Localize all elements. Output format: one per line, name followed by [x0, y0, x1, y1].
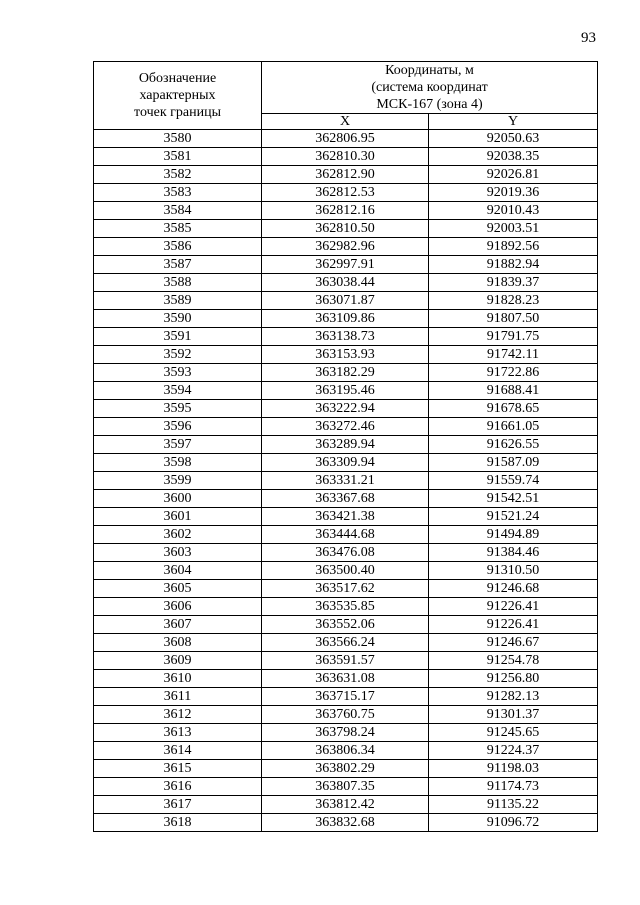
table-row: [94, 634, 598, 652]
y-coordinate-cell: 92003.51: [429, 220, 598, 238]
point-name-header-line: точек границы: [134, 105, 221, 120]
x-coordinate-cell: 362812.53: [262, 184, 429, 202]
table-row: [94, 508, 598, 526]
point-id-cell: 3591: [94, 328, 262, 346]
table-row: [94, 706, 598, 724]
y-coordinate-cell: 92010.43: [429, 202, 598, 220]
x-coordinate-cell: 363566.24: [262, 634, 429, 652]
point-id-cell: 3611: [94, 688, 262, 706]
y-coordinate-cell: 92026.81: [429, 166, 598, 184]
table-row: [94, 436, 598, 454]
table-row: [94, 580, 598, 598]
x-coordinate-cell: 363222.94: [262, 400, 429, 418]
y-coordinate-cell: 91791.75: [429, 328, 598, 346]
x-coordinate-cell: 363309.94: [262, 454, 429, 472]
table-row: [94, 652, 598, 670]
point-id-cell: 3587: [94, 256, 262, 274]
x-coordinate-cell: 363715.17: [262, 688, 429, 706]
point-id-cell: 3596: [94, 418, 262, 436]
point-id-cell: 3580: [94, 130, 262, 148]
x-coordinate-cell: 362997.91: [262, 256, 429, 274]
x-coordinate-cell: 363109.86: [262, 310, 429, 328]
x-coordinate-cell: 363812.42: [262, 796, 429, 814]
y-coordinate-cell: 91678.65: [429, 400, 598, 418]
x-coordinate-cell: 363421.38: [262, 508, 429, 526]
x-coordinate-cell: 363517.62: [262, 580, 429, 598]
point-id-cell: 3604: [94, 562, 262, 580]
table-row: [94, 472, 598, 490]
table-row: [94, 616, 598, 634]
x-coordinate-cell: 363331.21: [262, 472, 429, 490]
table-row: [94, 346, 598, 364]
point-id-cell: 3588: [94, 274, 262, 292]
point-id-cell: 3616: [94, 778, 262, 796]
point-id-cell: 3603: [94, 544, 262, 562]
y-coordinate-cell: 91226.41: [429, 616, 598, 634]
table-row: [94, 274, 598, 292]
y-coordinate-cell: 92050.63: [429, 130, 598, 148]
y-coordinate-cell: 91301.37: [429, 706, 598, 724]
point-id-cell: 3598: [94, 454, 262, 472]
y-coordinate-cell: 91254.78: [429, 652, 598, 670]
point-id-cell: 3605: [94, 580, 262, 598]
table-row: [94, 814, 598, 832]
x-coordinate-cell: 362812.16: [262, 202, 429, 220]
x-coordinate-cell: 363071.87: [262, 292, 429, 310]
table-row: [94, 454, 598, 472]
point-id-cell: 3593: [94, 364, 262, 382]
y-coordinate-cell: 91688.41: [429, 382, 598, 400]
x-coordinate-cell: 363182.29: [262, 364, 429, 382]
point-name-header-line: Обозначение: [138, 71, 217, 86]
table-row: [94, 562, 598, 580]
y-coordinate-cell: 91282.13: [429, 688, 598, 706]
y-coordinate-cell: 91807.50: [429, 310, 598, 328]
x-coordinate-cell: 363367.68: [262, 490, 429, 508]
point-id-cell: 3614: [94, 742, 262, 760]
x-coordinate-cell: 363798.24: [262, 724, 429, 742]
coordinates-header-line: (система координат: [371, 80, 488, 95]
x-coordinate-cell: 363806.34: [262, 742, 429, 760]
y-coordinate-cell: 91559.74: [429, 472, 598, 490]
page-number: 93: [581, 30, 596, 46]
y-coordinate-cell: 91096.72: [429, 814, 598, 832]
table-row: [94, 130, 598, 148]
x-coordinate-cell: 363444.68: [262, 526, 429, 544]
point-id-cell: 3615: [94, 760, 262, 778]
point-id-cell: 3594: [94, 382, 262, 400]
coordinates-header-line: МСК-167 (зона 4): [376, 97, 483, 112]
point-name-header-line: характерных: [139, 88, 216, 103]
table-row: [94, 724, 598, 742]
table-row: [94, 382, 598, 400]
y-coordinate-cell: 91198.03: [429, 760, 598, 778]
y-coordinate-cell: 91135.22: [429, 796, 598, 814]
point-id-cell: 3586: [94, 238, 262, 256]
x-column-header: X: [262, 114, 429, 130]
y-coordinate-cell: 92019.36: [429, 184, 598, 202]
point-id-cell: 3601: [94, 508, 262, 526]
x-coordinate-cell: 362810.30: [262, 148, 429, 166]
point-id-cell: 3613: [94, 724, 262, 742]
table-row: [94, 328, 598, 346]
table-row: [94, 670, 598, 688]
table-row: [94, 400, 598, 418]
y-coordinate-cell: 91494.89: [429, 526, 598, 544]
point-id-cell: 3609: [94, 652, 262, 670]
point-id-cell: 3595: [94, 400, 262, 418]
point-id-cell: 3583: [94, 184, 262, 202]
x-coordinate-cell: 362812.90: [262, 166, 429, 184]
point-id-cell: 3608: [94, 634, 262, 652]
table-row: [94, 490, 598, 508]
coordinates-table-body: [94, 130, 598, 832]
y-coordinate-cell: 91892.56: [429, 238, 598, 256]
x-coordinate-cell: 363138.73: [262, 328, 429, 346]
point-id-cell: 3597: [94, 436, 262, 454]
point-id-cell: 3610: [94, 670, 262, 688]
y-coordinate-cell: 91174.73: [429, 778, 598, 796]
point-id-cell: 3590: [94, 310, 262, 328]
y-coordinate-cell: 91226.41: [429, 598, 598, 616]
y-coordinate-cell: 91310.50: [429, 562, 598, 580]
y-coordinate-cell: 91246.68: [429, 580, 598, 598]
table-row: [94, 742, 598, 760]
table-row: [94, 148, 598, 166]
point-id-cell: 3585: [94, 220, 262, 238]
y-coordinate-cell: 91882.94: [429, 256, 598, 274]
point-id-cell: 3584: [94, 202, 262, 220]
y-coordinate-cell: 91246.67: [429, 634, 598, 652]
x-coordinate-cell: 363807.35: [262, 778, 429, 796]
point-id-cell: 3618: [94, 814, 262, 832]
y-coordinate-cell: 91828.23: [429, 292, 598, 310]
point-id-cell: 3600: [94, 490, 262, 508]
y-coordinate-cell: 91587.09: [429, 454, 598, 472]
point-id-cell: 3581: [94, 148, 262, 166]
y-coordinate-cell: 91245.65: [429, 724, 598, 742]
x-coordinate-cell: 363631.08: [262, 670, 429, 688]
point-id-cell: 3607: [94, 616, 262, 634]
x-coordinate-cell: 363591.57: [262, 652, 429, 670]
x-coordinate-cell: 363476.08: [262, 544, 429, 562]
x-coordinate-cell: 362982.96: [262, 238, 429, 256]
x-coordinate-cell: 363832.68: [262, 814, 429, 832]
table-row: [94, 364, 598, 382]
table-row: [94, 598, 598, 616]
point-id-cell: 3589: [94, 292, 262, 310]
table-row: [94, 778, 598, 796]
x-coordinate-cell: 363500.40: [262, 562, 429, 580]
x-coordinate-cell: 362806.95: [262, 130, 429, 148]
point-id-cell: 3606: [94, 598, 262, 616]
point-id-cell: 3602: [94, 526, 262, 544]
y-coordinate-cell: 91626.55: [429, 436, 598, 454]
table-row: [94, 292, 598, 310]
point-id-cell: 3599: [94, 472, 262, 490]
coordinates-header-line: Координаты, м: [385, 63, 474, 78]
y-coordinate-cell: 91224.37: [429, 742, 598, 760]
y-coordinate-cell: 92038.35: [429, 148, 598, 166]
y-coordinate-cell: 91256.80: [429, 670, 598, 688]
table-row: [94, 760, 598, 778]
x-coordinate-cell: 363802.29: [262, 760, 429, 778]
table-row: [94, 688, 598, 706]
y-coordinate-cell: 91542.51: [429, 490, 598, 508]
x-coordinate-cell: 363153.93: [262, 346, 429, 364]
coordinates-table: [93, 61, 598, 832]
table-row: [94, 220, 598, 238]
point-id-cell: 3582: [94, 166, 262, 184]
table-row: [94, 526, 598, 544]
x-coordinate-cell: 362810.50: [262, 220, 429, 238]
table-row: [94, 184, 598, 202]
table-row: [94, 238, 598, 256]
table-row: [94, 256, 598, 274]
table-row: [94, 310, 598, 328]
table-row: [94, 202, 598, 220]
point-id-cell: 3612: [94, 706, 262, 724]
y-coordinate-cell: 91661.05: [429, 418, 598, 436]
y-column-header: Y: [429, 114, 598, 130]
point-id-cell: 3617: [94, 796, 262, 814]
point-id-cell: 3592: [94, 346, 262, 364]
x-coordinate-cell: 363272.46: [262, 418, 429, 436]
x-coordinate-cell: 363038.44: [262, 274, 429, 292]
x-coordinate-cell: 363535.85: [262, 598, 429, 616]
y-coordinate-cell: 91384.46: [429, 544, 598, 562]
point-name-header: [94, 62, 262, 130]
x-coordinate-cell: 363289.94: [262, 436, 429, 454]
y-coordinate-cell: 91722.86: [429, 364, 598, 382]
coordinates-header: [262, 62, 598, 114]
table-row: [94, 796, 598, 814]
x-coordinate-cell: 363552.06: [262, 616, 429, 634]
x-coordinate-cell: 363195.46: [262, 382, 429, 400]
table-row: [94, 544, 598, 562]
y-coordinate-cell: 91839.37: [429, 274, 598, 292]
y-coordinate-cell: 91742.11: [429, 346, 598, 364]
y-coordinate-cell: 91521.24: [429, 508, 598, 526]
table-row: [94, 418, 598, 436]
table-row: [94, 166, 598, 184]
x-coordinate-cell: 363760.75: [262, 706, 429, 724]
